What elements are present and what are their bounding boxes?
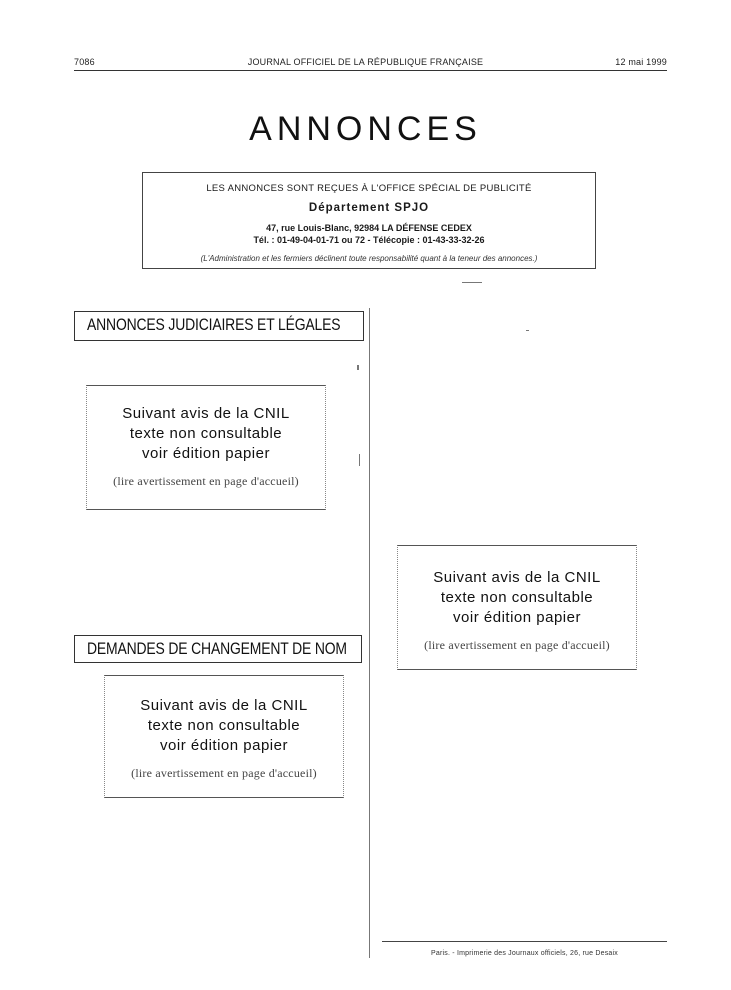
notice-phone: Tél. : 01-49-04-01-71 ou 72 - Télécopie : 01-43-33-32-26 <box>253 235 485 245</box>
header-rule <box>74 70 667 71</box>
scan-speck <box>526 330 529 331</box>
cnil-line-2: texte non consultable <box>147 717 301 734</box>
notice-address: 47, rue Louis-Blanc, 92984 LA DÉFENSE CEDEX <box>266 223 472 233</box>
cnil-line-1: Suivant avis de la CNIL <box>433 569 601 586</box>
scan-speck <box>462 282 482 283</box>
cnil-line-3: voir édition papier <box>142 445 270 462</box>
cnil-line-2: texte non consultable <box>440 589 594 606</box>
section-heading-name-change <box>74 635 362 663</box>
section-heading-name-change-text: DEMANDES DE CHANGEMENT DE NOM <box>87 639 347 658</box>
cnil-notice-box <box>104 675 344 798</box>
scan-speck <box>359 454 360 466</box>
cnil-line-4: (lire avertissement en page d'accueil) <box>424 638 610 652</box>
page-title: ANNONCES <box>249 110 482 148</box>
publicity-notice-box <box>142 172 596 269</box>
issue-date: 12 mai 1999 <box>615 57 667 67</box>
footer-rule <box>382 941 667 942</box>
cnil-notice-box <box>86 385 326 510</box>
notice-department: Département SPJO <box>308 202 430 214</box>
column-divider <box>369 308 370 958</box>
printer-footer: Paris. - Imprimerie des Journaux officiels, 26, rue Desaix <box>431 950 618 957</box>
cnil-line-1: Suivant avis de la CNIL <box>122 405 290 422</box>
cnil-line-1: Suivant avis de la CNIL <box>140 697 308 714</box>
cnil-line-4: (lire avertissement en page d'accueil) <box>113 474 299 488</box>
cnil-line-3: voir édition papier <box>453 609 581 626</box>
notice-disclaimer: (L'Administration et les fermiers déclinent toute responsabilité quant à la teneur des annonces.) <box>200 254 538 263</box>
notice-line-1: LES ANNONCES SONT REÇUES À L'OFFICE SPÉCIAL DE PUBLICITÉ <box>206 183 532 194</box>
section-heading-judicial <box>74 311 364 341</box>
section-heading-judicial-text: ANNONCES JUDICIAIRES ET LÉGALES <box>87 315 341 334</box>
cnil-line-3: voir édition papier <box>160 737 288 754</box>
scan-speck <box>357 365 359 370</box>
page-number: 7086 <box>74 57 95 67</box>
cnil-line-2: texte non consultable <box>129 425 283 442</box>
journal-name: JOURNAL OFFICIEL DE LA RÉPUBLIQUE FRANÇAISE <box>247 57 484 67</box>
cnil-line-4: (lire avertissement en page d'accueil) <box>131 766 317 780</box>
cnil-notice-box <box>397 545 637 670</box>
